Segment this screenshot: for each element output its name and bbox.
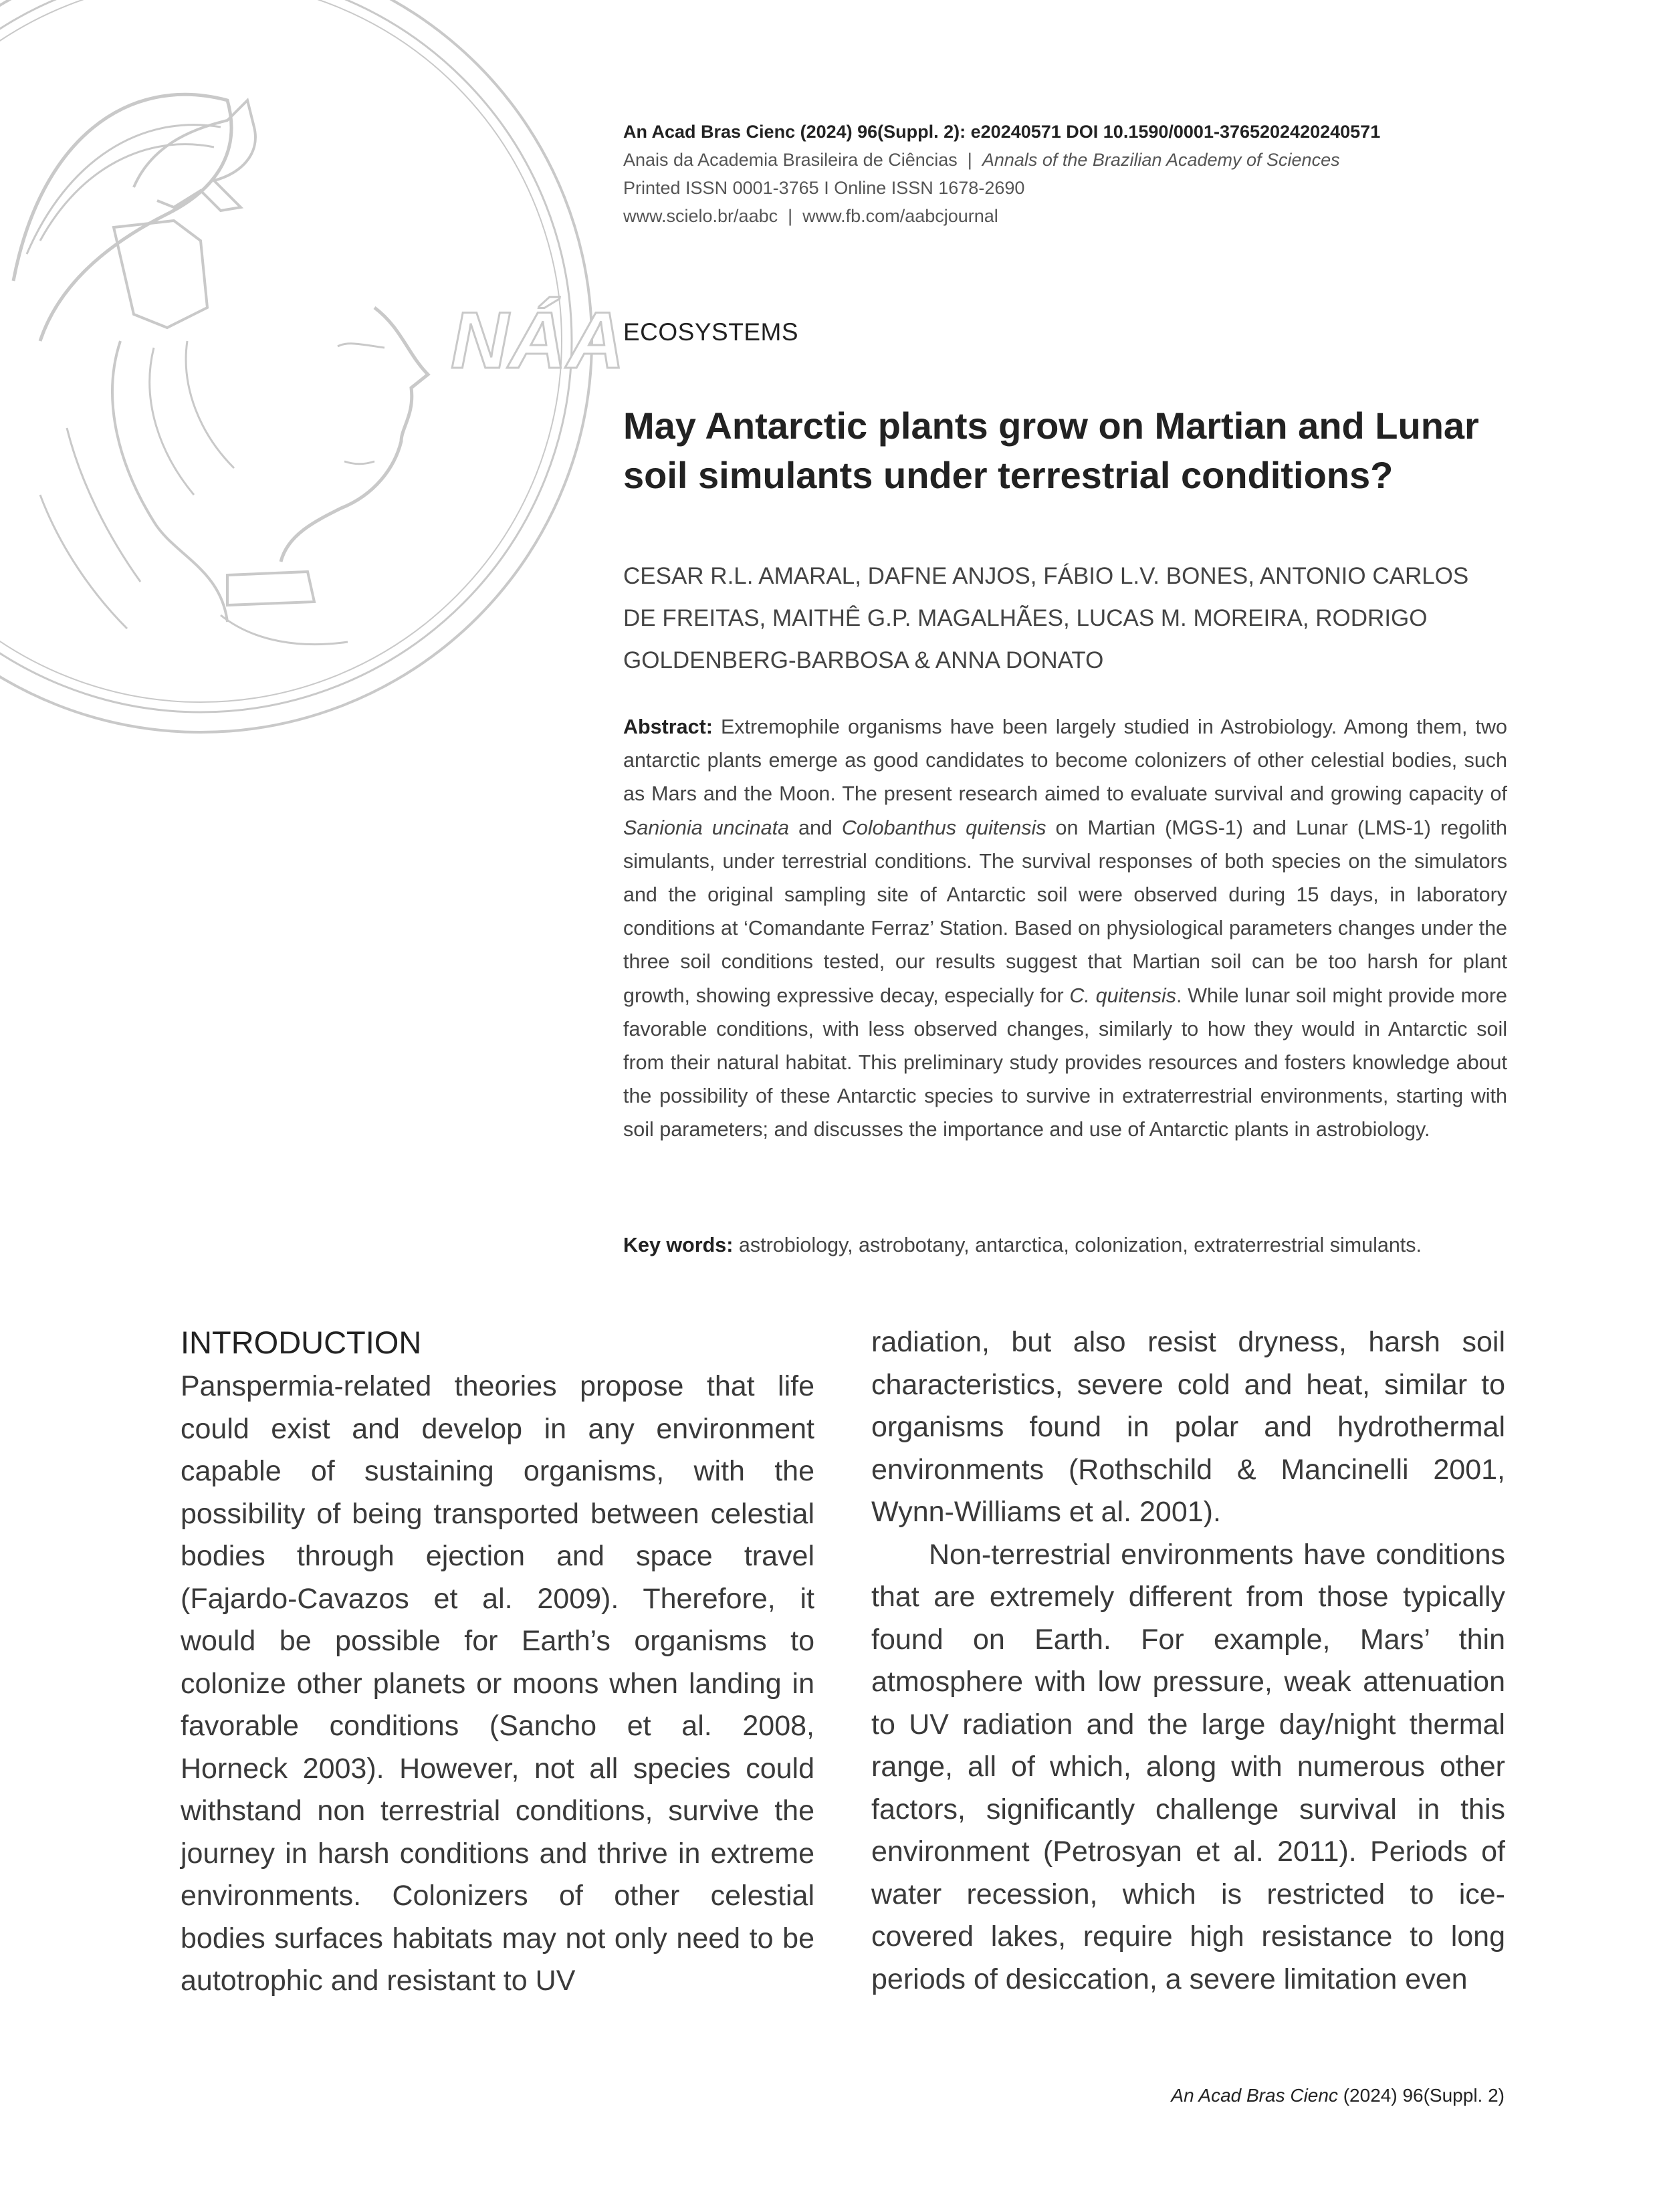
- species-name: C. quitensis: [1069, 984, 1177, 1007]
- header-separator: |: [967, 150, 972, 170]
- issn-line: Printed ISSN 0001-3765 I Online ISSN 1678-2690: [623, 178, 1025, 198]
- logo-text: NÁA: [451, 296, 625, 385]
- keywords-text: astrobiology, astrobotany, antarctica, colonization, extraterrestrial simulants.: [738, 1234, 1422, 1256]
- intro-paragraph-1: Panspermia-related theories propose that life could exist and develop in any environment capable of sustaining organisms, with the possibility of being transported between celestial bodies through ejection and space travel (Fajardo-Cavazos et al. 2009). Therefore, it would be possible for Earth’s organisms to colonize other planets or moons when landing in favorable conditions (Sancho et al. 2008, Horneck 2003). However, not all species could withstand non terrestrial conditions, survive the journey in harsh conditions and thrive in extreme environments. Colonizers of other celestial bodies surfaces habitats may not only need to be autotrophic and resistant to UV: [181, 1370, 814, 1997]
- website-link[interactable]: www.scielo.br/aabc: [623, 206, 778, 226]
- article-title: May Antarctic plants grow on Martian and Lunar soil simulants under terrestrial conditions?: [623, 405, 1479, 496]
- abstract: [623, 710, 1507, 1147]
- section-label: ECOSYSTEMS: [623, 318, 798, 346]
- citation-line: An Acad Bras Cienc (2024) 96(Suppl. 2): e20240571 DOI 10.1590/0001-3765202420240571: [623, 122, 1381, 142]
- keywords-label: Key words:: [623, 1234, 734, 1256]
- footer-journal: An Acad Bras Cienc: [1171, 2085, 1338, 2106]
- body-column-left: [181, 1324, 814, 2003]
- facebook-link[interactable]: www.fb.com/aabcjournal: [802, 206, 998, 226]
- intro-paragraph-1-continued: radiation, but also resist dryness, harsh soil characteristics, severe cold and heat, similar to organisms found in polar and hydrothermal environments (Rothschild & Mancinelli 2001, Wynn-Williams et al. 2001).: [871, 1326, 1505, 1528]
- species-name: Colobanthus quitensis: [841, 816, 1046, 839]
- intro-paragraph-2: Non-terrestrial environments have conditions that are extremely different from those typically found on Earth. For example, Mars’ thin atmosphere with low pressure, weak attenuation to UV radiation and the large day/night thermal range, all of which, along with numerous other factors, significantly challenge survival in this environment (Petrosyan et al. 2011). Periods of water recession, which is restricted to ice-covered lakes, require high resistance to long periods of desiccation, a severe limitation even: [871, 1538, 1505, 1995]
- abstract-label: Abstract:: [623, 715, 713, 738]
- abstract-text-2: and: [798, 816, 833, 839]
- journal-name-en: Annals of the Brazilian Academy of Sciences: [982, 150, 1340, 170]
- introduction-heading: INTRODUCTION: [181, 1325, 422, 1360]
- links-line: [623, 202, 1559, 230]
- abstract-text-1: Extremophile organisms have been largely studied in Astrobiology. Among them, two antarctic plants emerge as good candidates to become colonizers of other celestial bodies, such as Mars and the Moon. The present research aimed to evaluate survival and growing capacity of: [623, 715, 1507, 806]
- author-list: CESAR R.L. AMARAL, DAFNE ANJOS, FÁBIO L.V. BONES, ANTONIO CARLOS DE FREITAS, MAITHÊ G.P. MAGALHÃES, LUCAS M. MOREIRA, RODRIGO GOLDENBERG-BARBOSA & ANNA DONATO: [623, 563, 1469, 673]
- journal-name-pt: Anais da Academia Brasileira de Ciências: [623, 150, 958, 170]
- academy-seal-logo: [0, 27, 625, 722]
- abstract-text-3: on Martian (MGS-1) and Lunar (LMS-1) regolith simulants, under terrestrial conditions. The survival responses of both species on the simulators and the original sampling site of Antarctic soil were observed during 15 days, in laboratory conditions at ‘Comandante Ferraz’ Station. Based on physiological parameters changes under the three soil conditions tested, our results suggest that Martian soil can be too harsh for plant growth, showing expressive decay, especially for: [623, 816, 1507, 1007]
- footer-issue: (2024) 96(Suppl. 2): [1343, 2085, 1505, 2106]
- journal-names-line: [623, 146, 1559, 174]
- species-name: Sanionia uncinata: [623, 816, 790, 839]
- body-column-right: [871, 1321, 1505, 2001]
- header-separator: |: [788, 206, 793, 226]
- page-footer: [1171, 2085, 1505, 2106]
- keywords: [623, 1229, 1513, 1261]
- journal-header: [623, 118, 1559, 230]
- abstract-text-4: . While lunar soil might provide more favorable conditions, with less observed changes, similarly to how they would in Antarctic soil from their natural habitat. This preliminary study provides resources and fosters knowledge about the possibility of these Antarctic species to survive in extraterrestrial environments, starting with soil parameters; and discusses the importance and use of Antarctic plants in astrobiology.: [623, 984, 1507, 1141]
